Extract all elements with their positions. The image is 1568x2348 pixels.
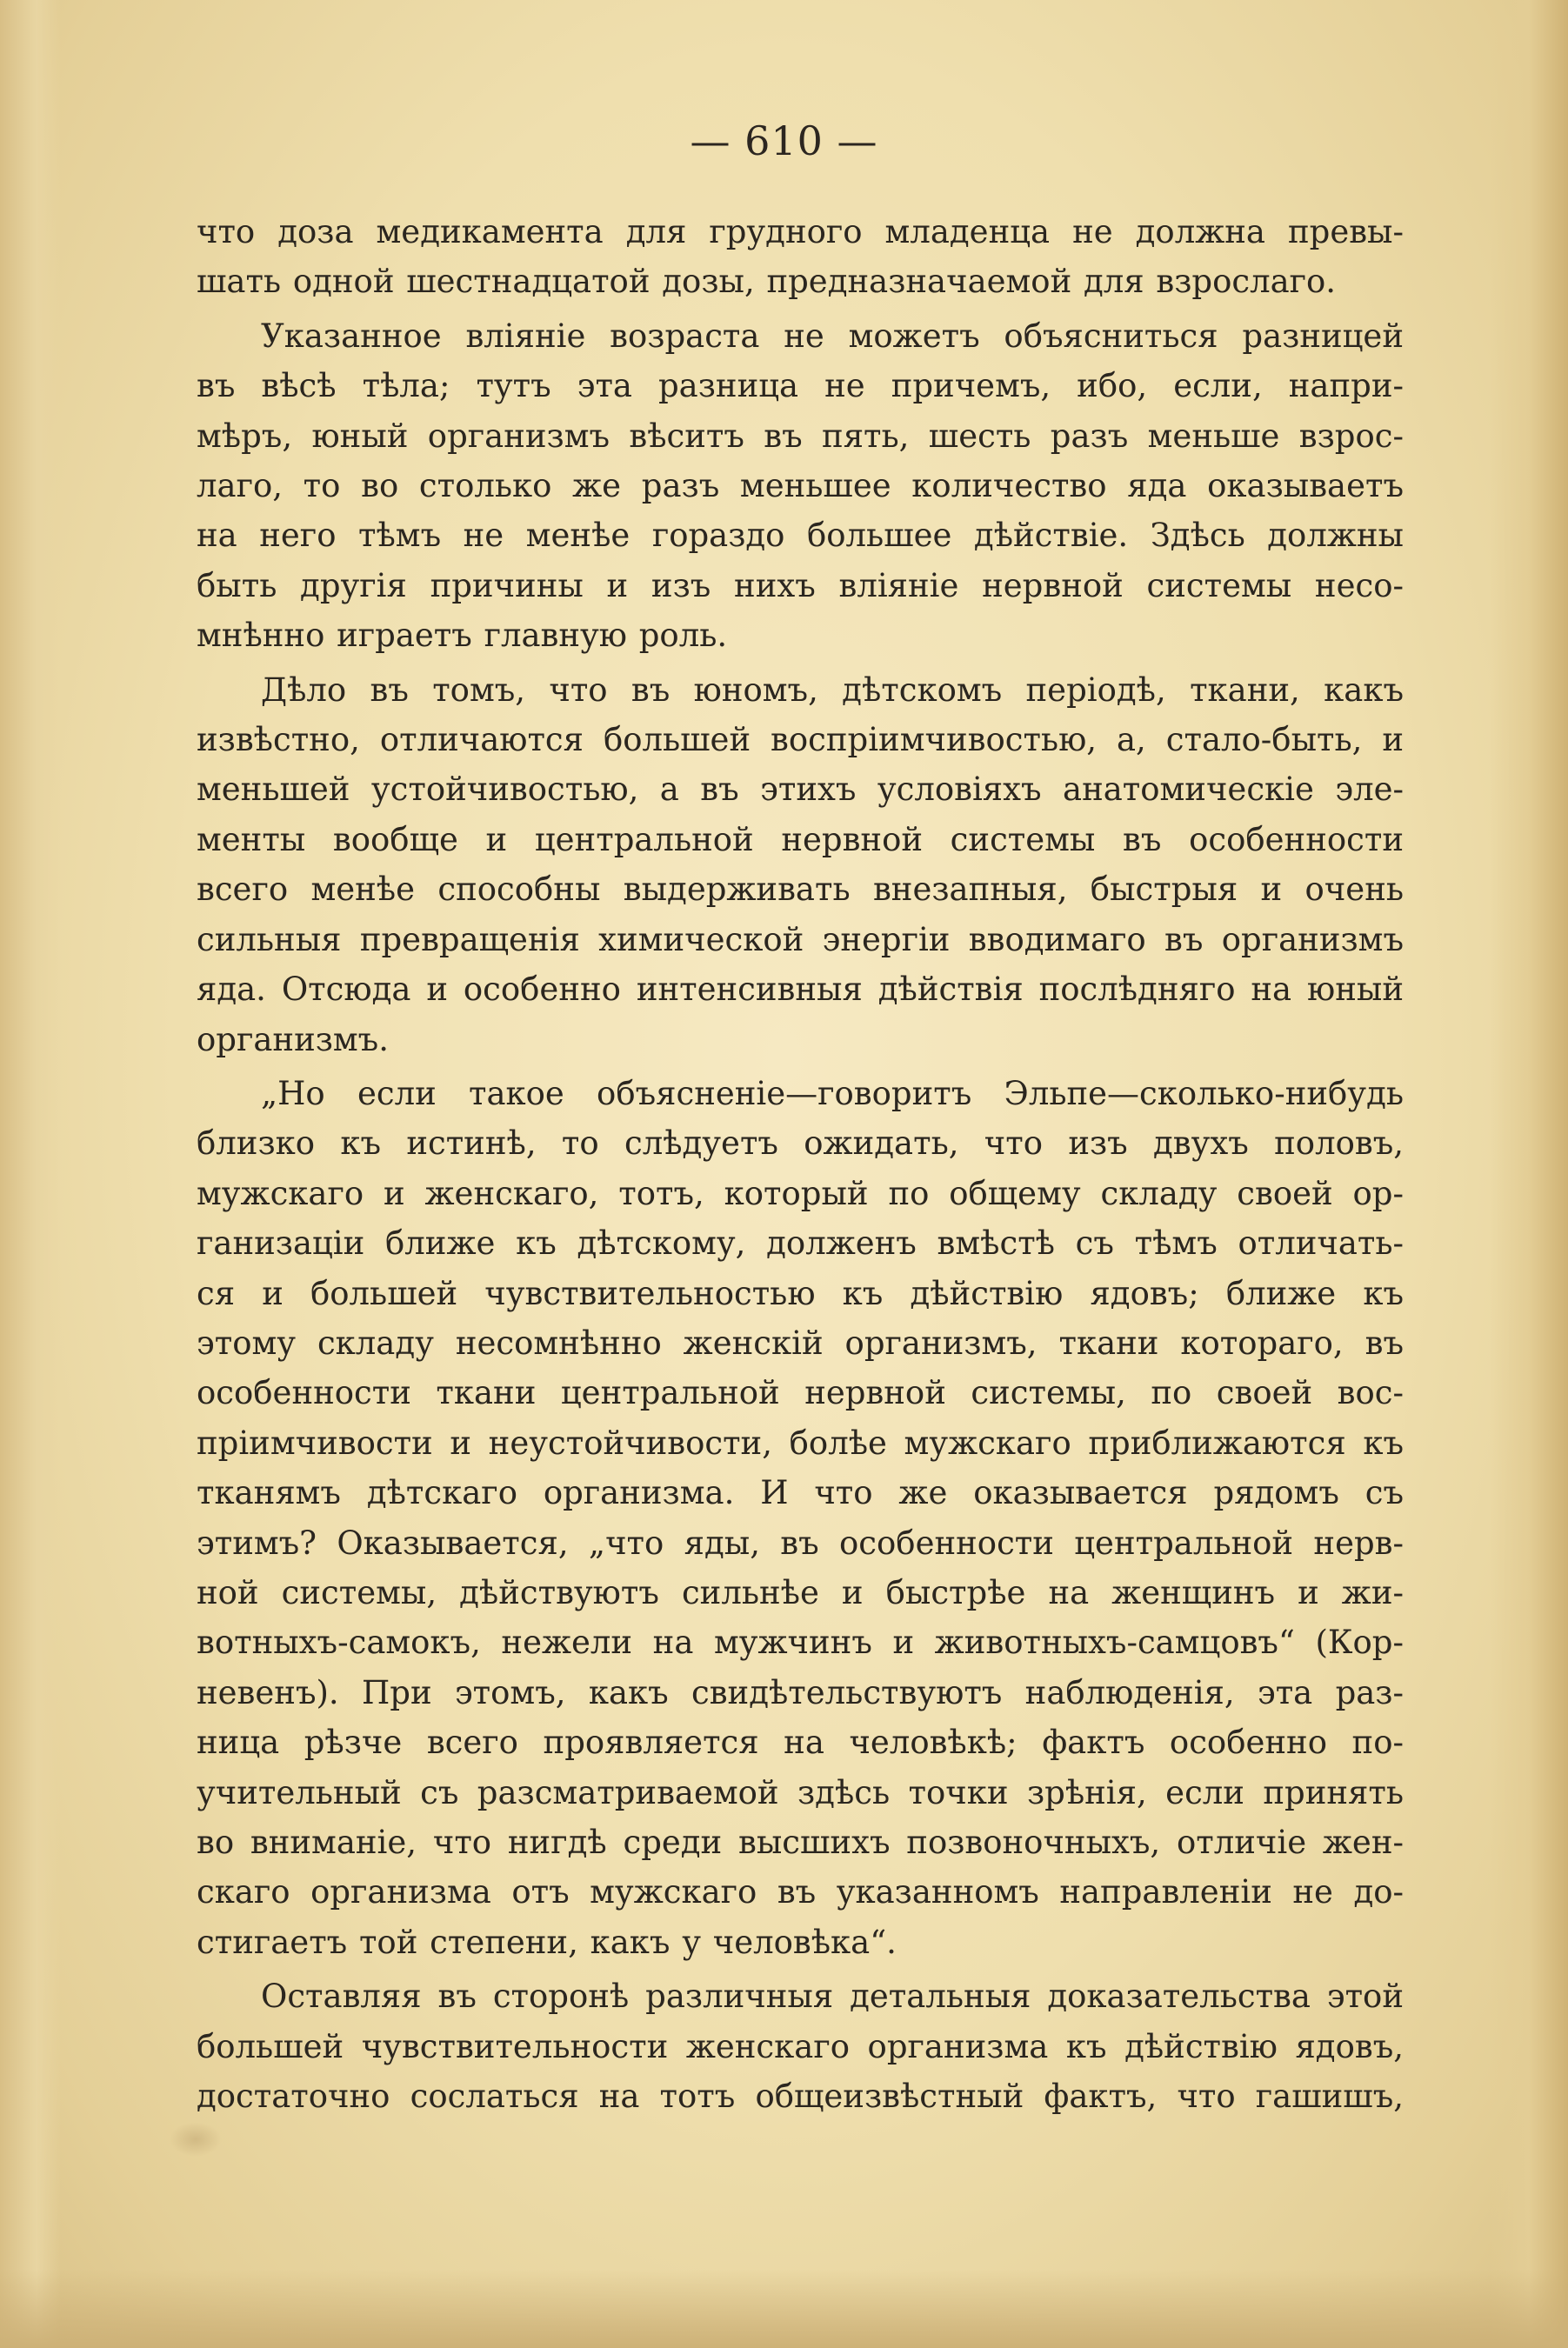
text-line: Дѣло въ томъ, что въ юномъ, дѣтскомъ періодѣ, ткани, какъ	[261, 670, 1404, 709]
text-line: шать одной шестнадцатой дозы, предназначаемой для взрослаго.	[197, 263, 1337, 301]
paragraph	[197, 207, 1404, 307]
text-line: ся и большей чувствительностью къ дѣйствію ядовъ; ближе къ	[197, 1274, 1404, 1312]
text-line: Оставляя въ сторонѣ различныя детальныя доказательства этой	[261, 1978, 1404, 2016]
paragraph	[197, 665, 1404, 1064]
body-text	[197, 207, 1404, 2121]
text-line: достаточно сослаться на тотъ общеизвѣстный фактъ, что гашишъ,	[197, 2078, 1404, 2116]
page-edge-right	[1490, 0, 1568, 2348]
text-line: близко къ истинѣ, то слѣдуетъ ожидать, что изъ двухъ половъ,	[197, 1124, 1404, 1163]
text-line: этимъ? Оказывается, „что яды, въ особенности центральной нерв-	[197, 1524, 1404, 1562]
text-line: ница рѣзче всего проявляется на человѣкѣ; фактъ особенно по-	[197, 1724, 1404, 1762]
page-number: — 610 —	[690, 117, 878, 164]
paragraph	[197, 311, 1404, 661]
text-line: въ вѣсѣ тѣла; тутъ эта разница не причемъ, ибо, если, напри-	[197, 367, 1404, 405]
text-line: извѣстно, отличаются большей воспріимчивостью, а, стало-быть, и	[197, 721, 1404, 759]
text-line: всего менѣе способны выдерживать внезапныя, быстрыя и очень	[197, 870, 1404, 909]
page-edge-bottom	[0, 2270, 1568, 2348]
text-line: особенности ткани центральной нервной системы, по своей вос-	[197, 1374, 1404, 1412]
text-line: мнѣнно играетъ главную роль.	[197, 617, 728, 655]
text-line: пріимчивости и неустойчивости, болѣе мужскаго приближаются къ	[197, 1424, 1404, 1462]
text-line: менты вообще и центральной нервной системы въ особенности	[197, 820, 1404, 858]
text-line: мѣръ, юный организмъ вѣситъ въ пять, шесть разъ меньше взрос-	[197, 417, 1404, 455]
text-line: во вниманіе, что нигдѣ среди высшихъ позвоночныхъ, отличіе жен-	[197, 1824, 1404, 1861]
text-line: что доза медикамента для грудного младенца не должна превы-	[197, 213, 1404, 250]
text-line: организмъ.	[197, 1020, 389, 1058]
text-line: Указанное вліяніе возраста не можетъ объясниться разницей	[261, 317, 1404, 355]
paper-stain	[170, 2122, 222, 2157]
text-line: мужскаго и женскаго, тотъ, который по общему складу своей ор-	[197, 1174, 1404, 1212]
paragraph	[197, 1971, 1404, 2121]
text-line: „Но если такое объясненіе—говоритъ Эльпе—сколько-нибудь	[261, 1074, 1404, 1112]
text-line: скаго организма отъ мужскаго въ указанномъ направленіи не до-	[197, 1873, 1404, 1911]
text-line: лаго, то во столько же разъ меньшее количество яда оказываетъ	[197, 467, 1404, 505]
text-line: на него тѣмъ не менѣе гораздо большее дѣйствіе. Здѣсь должны	[197, 517, 1404, 555]
text-line: стигаетъ той степени, какъ у человѣка“.	[197, 1923, 897, 1961]
text-line: ганизаціи ближе къ дѣтскому, долженъ вмѣстѣ съ тѣмъ отличать-	[197, 1224, 1404, 1263]
text-line: вотныхъ-самокъ, нежели на мужчинъ и животныхъ-самцовъ“ (Кор-	[197, 1624, 1404, 1662]
text-line: яда. Отсюда и особенно интенсивныя дѣйствія послѣдняго на юный	[197, 971, 1404, 1009]
text-line: меньшей устойчивостью, а въ этихъ условіяхъ анатомическіе эле-	[197, 770, 1404, 809]
text-line: невенъ). При этомъ, какъ свидѣтельствуютъ наблюденія, эта раз-	[197, 1673, 1404, 1711]
text-line: тканямъ дѣтскаго организма. И что же оказывается рядомъ съ	[197, 1474, 1404, 1512]
text-line: ной системы, дѣйствуютъ сильнѣе и быстрѣе на женщинъ и жи-	[197, 1573, 1404, 1611]
page-edge-left	[0, 0, 61, 2348]
text-line: учительный съ разсматриваемой здѣсь точки зрѣнія, если принять	[197, 1773, 1404, 1811]
text-line: сильныя превращенія химической энергіи вводимаго въ организмъ	[197, 920, 1404, 958]
paragraph	[197, 1069, 1404, 1967]
text-line: большей чувствительности женскаго организма къ дѣйствію ядовъ,	[197, 2027, 1404, 2065]
text-line: этому складу несомнѣнно женскій организмъ, ткани котораго, въ	[197, 1324, 1404, 1362]
text-line: быть другія причины и изъ нихъ вліяніе нервной системы несо-	[197, 566, 1404, 604]
